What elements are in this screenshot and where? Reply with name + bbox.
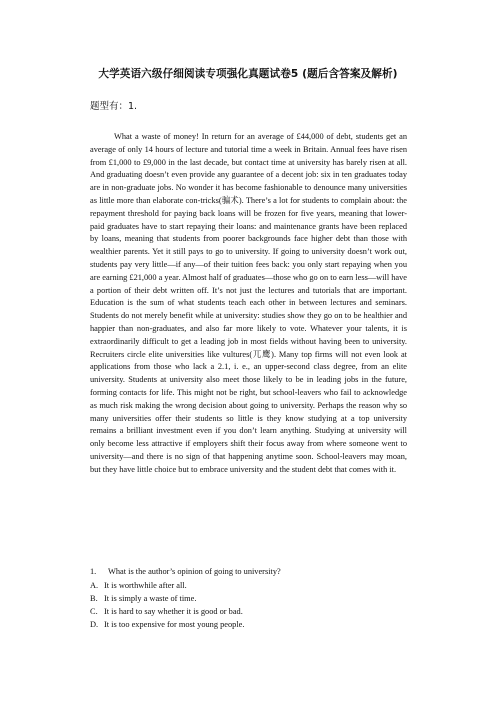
option-letter: A. [90, 580, 99, 590]
option-a[interactable] [90, 580, 407, 593]
option-letter: D. [90, 619, 99, 629]
option-letter: B. [90, 593, 98, 603]
option-text: It is hard to say whether it is good or bad. [104, 606, 243, 616]
option-text: It is worthwhile after all. [104, 580, 187, 590]
question-type-label: 题型有：1. [90, 101, 138, 112]
option-letter: C. [90, 606, 98, 616]
question-stem [90, 566, 407, 579]
reading-passage [90, 131, 407, 477]
option-b[interactable] [90, 593, 407, 606]
option-text: It is too expensive for most young people. [104, 619, 245, 629]
option-text: It is simply a waste of time. [104, 593, 197, 603]
passage-text: What a waste of money! In return for an average of £44,000 of debt, students get an average of only 14 hours of lecture and tutorial time a week in Britain. Annual fees have risen from £1,000 to £9,000 in the last decade, but contact time at university has barely risen at all. And graduating doesn’t even provide any guarantee of a decent job: six in ten graduates today are in non-graduate jobs. No wonder it has become fashionable to denounce many universities as little more than elaborate con-tricks(骗术). There’s a lot for students to complain about: the repayment threshold for paying back loans will be frozen for five years, meaning that lower-paid graduates have to start repaying their loans: and maintenance grants have been replaced by loans, meaning that students from poorer backgrounds face higher debt than those with wealthier parents. Yet it still pays to go to university. If going to university doesn’t work out, students pay very little—if any—of their tuition fees back: you only start repaying when you are earning £21,000 a year. Almost half of graduates—those who go on to earn less—will have a portion of their debt written off. It’s not just the lectures and tutorials that are important. Education is the sum of what students teach each other in between lectures and seminars. Students do not merely benefit while at university: studies show they go on to be healthier and happier than non-graduates, and also far more likely to vote. Whatever your talents, it is extraordinarily difficult to get a leading job in most fields without having been to university. Recruiters circle elite universities like vultures(兀鹰). Many top firms will not even look at applications from those who lack a 2.1, i. e., an upper-second class degree, from an elite university. Students at university also meet those likely to be in leading jobs in the future, forming contacts for life. This might not be right, but school-leavers who fail to acknowledge as much risk making the wrong decision about going to university. Perhaps the reason why so many universities offer their students so little is they know studying at a top university remains a brilliant investment even if you don’t learn anything. Studying at university will only become less attractive if employers shift their focus away from where someone went to university—and there is no sign of that happening anytime soon. School-leavers may moan, but they have little choice but to embrace university and the student debt that comes with it. [90, 132, 407, 474]
option-d[interactable] [90, 619, 407, 632]
document-title: 大学英语六级仔细阅读专项强化真题试卷5 (题后含答案及解析) [98, 68, 398, 80]
question-text: What is the author’s opinion of going to university? [108, 567, 281, 576]
option-c[interactable] [90, 606, 407, 619]
question-block [90, 566, 407, 632]
question-number: 1. [90, 567, 97, 576]
